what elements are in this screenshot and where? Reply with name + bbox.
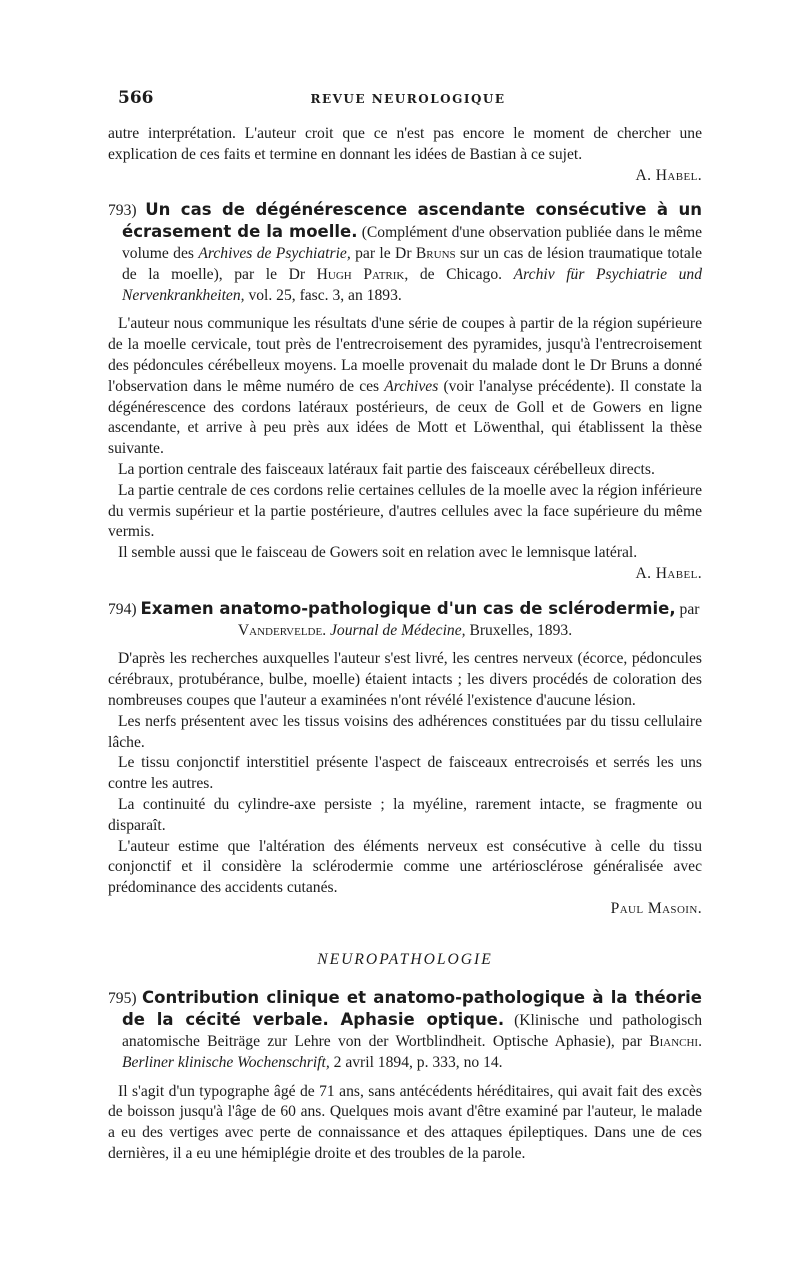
journal-reference: vol. 25, fasc. 3, an 1893. [248,286,402,304]
author-name: Bruns [415,244,456,262]
abstract-title: Examen anatomo-pathologique d'un cas de sclérodermie, [140,598,676,618]
abstract-description: (Klinische und pathologisch anatomische Beiträge zur Lehre von der Wortblindheit. Optische Aphasie), par [122,1012,702,1051]
abstract-795-heading [108,988,702,1073]
journal-reference: 2 avril 1894, p. 333, no 14. [333,1053,503,1071]
paragraph: Il semble aussi que le faisceau de Gowers soit en relation avec le lemnisque latéral. [118,544,638,562]
abstract-intro: (Complément d'une observation publiée dans le même volume des [122,224,703,262]
author-name: Bianchi. [649,1033,702,1051]
paragraph [108,314,702,460]
paragraph: Le tissu conjonctif interstitiel présente l'aspect de faisceaux entrecroisés et serrés les uns contre les autres. [108,754,702,793]
journal-reference: Bruxelles, 1893. [469,621,573,639]
abstract-794-heading [108,599,702,642]
journal-name: Archives [384,377,439,395]
paragraph: Il s'agit d'un typographe âgé de 71 ans, sans antécédents héréditaires, qui avait fait des excès de boisson jusqu'à l'âge de 60 ans. Quelques mois avant d'être examiné par l'auteur, le malade a eu des vertiges avec perte de connaissance et des attaques épileptiques. Dans une de ces dernières, il a eu une hémiplégie droite et des troubles de la parole. [108,1082,702,1163]
abstract-text: sur un cas de lésion traumatique totale de la moelle), par le Dr [122,244,702,283]
page-number: 566 [118,88,154,108]
abstract-number: 793) [108,202,137,220]
paragraph: L'auteur estime que l'altération des éléments nerveux est consécutive à celle du tissu conjonctif et il considère la sclérodermie comme une artériosclérose généralisée avec prédominance des accidents cutanés. [108,837,702,897]
author-city: de Chicago. [419,265,503,283]
continued-paragraph: autre interprétation. L'auteur croit que ce n'est pas encore le moment de chercher une explication de ces faits et termine en donnant les idées de Bastian à ce sujet. [108,125,702,163]
paragraph: La continuité du cylindre-axe persiste ; la myéline, rarement intacte, se fragmente ou disparaît. [108,795,702,834]
journal-name: Archiv für Psychiatrie und Nervenkrankheiten, [122,265,702,304]
page-body [108,124,702,1165]
abstract-number: 795) [108,990,137,1008]
author-name: Hugh Patrik, [316,265,409,283]
abstract-text: par le Dr [355,244,412,262]
journal-name: Archives de Psychiatrie, [198,244,351,262]
signature: A. Habel. [635,564,702,582]
journal-name: Berliner klinische Wochenschrift, [122,1053,330,1071]
abstract-title: Contribution clinique et anatomo-pathologique à la théorie de la cécité verbale. Aphasie optique. [122,988,702,1030]
running-header [118,88,698,112]
paragraph-text: (voir l'analyse précédente). Il constate la dégénérescence des cordons latéraux postérieurs, de ceux de Goll et de Gowers en ligne ascendante, et arrive à peu près aux idées de Mott et Löwenthal, qui établissent la thèse suivante. [108,377,702,458]
journal-title: REVUE NEUROLOGIQUE [310,92,506,106]
signature: Paul Masoin. [610,899,702,917]
abstract-title: Un cas de dégénérescence ascendante consécutive à un écrasement de la moelle. [122,200,702,242]
paragraph: La partie centrale de ces cordons relie certaines cellules de la moelle avec la région inférieure du vermis supérieur et la partie postérieure, d'autres cellules avec la face supérieure du même vermis. [108,481,702,541]
abstract-793-heading [108,200,702,306]
paragraph: D'après les recherches auxquelles l'auteur s'est livré, les centres nerveux (écorce, pédoncules cérébraux, protubérance, bulbe, moelle) étaient intacts ; les divers procédés de coloration des nombreuses coupes que l'auteur a examinées n'ont révélé l'existence d'aucune lésion. [108,650,702,709]
paragraph: Les nerfs présentent avec les tissus voisins des adhérences constituées par du tissu cellulaire lâche. [108,712,702,751]
abstract-text: par [679,600,700,618]
paragraph: La portion centrale des faisceaux latéraux fait partie des faisceaux cérébelleux directs. [118,460,655,478]
paragraph-text: L'auteur nous communique les résultats d'une série de coupes à partir de la région supérieure de la moelle cervicale, tout près de l'entrecroisement des pyramides, jusqu'à l'entrecroisement des pédoncules cérébelleux moyens. La moelle provenait du malade dont le Dr Bruns a donné l'observation dans le même numéro de ces [108,315,702,395]
abstract-meta [122,621,702,642]
section-heading: NEUROPATHOLOGIE [317,950,493,968]
author-name: Vandervelde. [237,621,327,639]
journal-name: Journal de Médecine, [330,621,466,639]
signature: A. Habel. [635,166,702,184]
abstract-number: 794) [108,600,137,618]
